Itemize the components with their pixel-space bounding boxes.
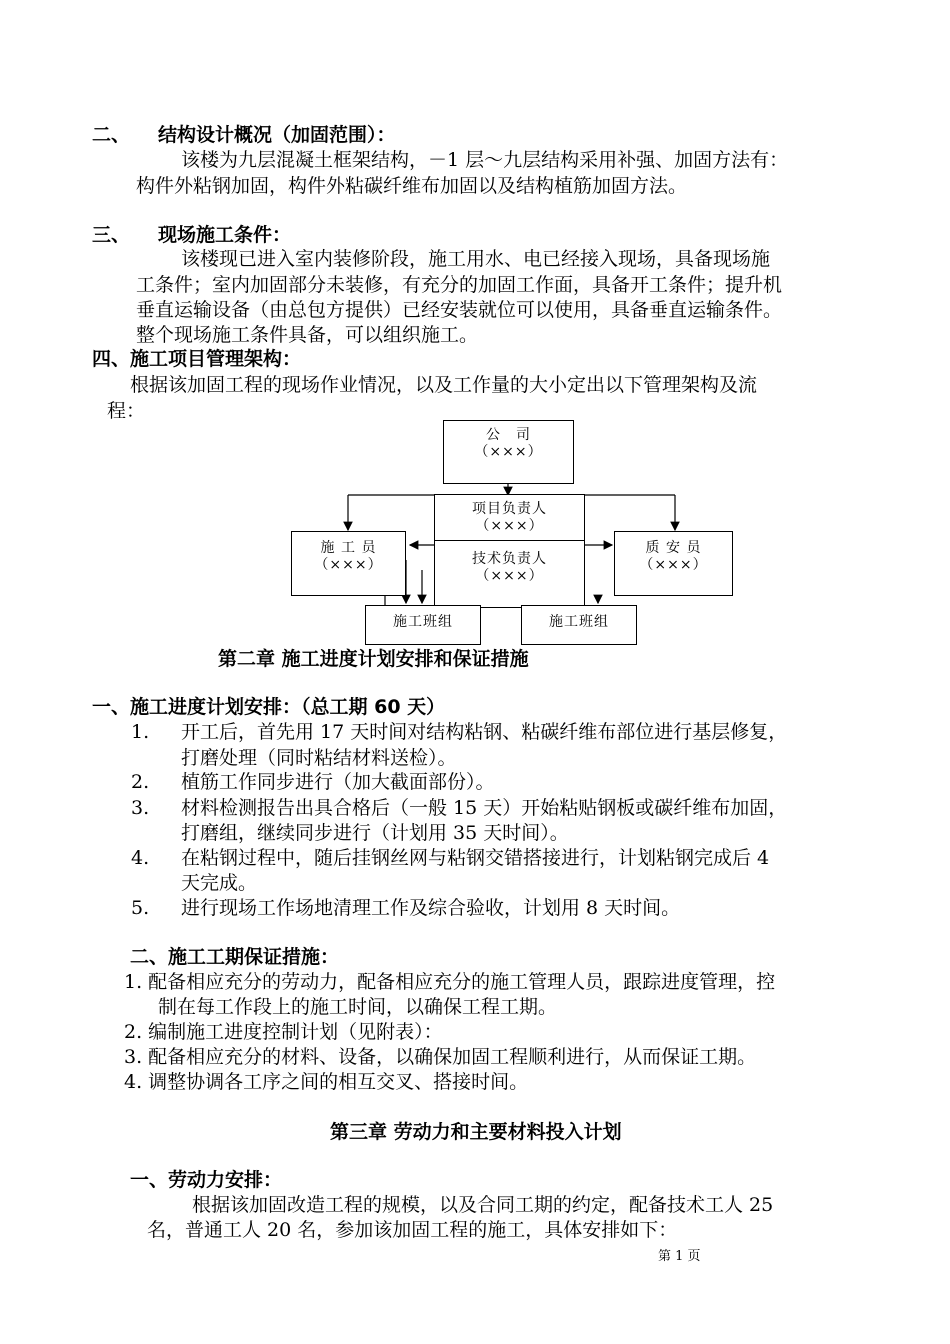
- section-4-paragraph-line-2: 程：: [107, 400, 146, 422]
- schedule-item-4-line-2: 天完成。: [181, 872, 258, 894]
- schedule-item-3-line-2: 打磨组，继续同步进行（计划用 35 天时间）。: [181, 822, 569, 844]
- section-2-number: 二、: [92, 124, 131, 146]
- schedule-item-2-number: 2.: [131, 771, 150, 793]
- qa-name: （×××）: [639, 557, 708, 573]
- tech-label: 技术负责人: [472, 551, 547, 567]
- section-2-paragraph-line-2: 构件外粘钢加固，构件外粘碳纤维布加固以及结构植筋加固方法。: [136, 175, 688, 197]
- pm-tech-box: [434, 494, 585, 608]
- company-box: [443, 420, 574, 484]
- pm-label: 项目负责人: [472, 501, 547, 517]
- qa-label: 质 安 员: [645, 540, 702, 556]
- pm-name: （×××）: [475, 518, 544, 534]
- section-4-paragraph-line-1: 根据该加固工程的现场作业情况，以及工作量的大小定出以下管理架构及流: [130, 374, 758, 396]
- team-1-label: 施工班组: [393, 614, 453, 630]
- schedule-item-1-line-1: 开工后，首先用 17 天时间对结构粘钢、粘碳纤维布部位进行基层修复，: [181, 721, 788, 743]
- page-number: 第 1 页: [658, 1249, 701, 1264]
- schedule-item-5-number: 5.: [131, 897, 150, 919]
- section-2-paragraph-line-1: 该楼为九层混凝土框架结构，－1 层～九层结构采用补强、加固方法有：: [181, 149, 789, 171]
- section-3-number: 三、: [92, 224, 131, 246]
- measure-1-line-1: 1. 配备相应充分的劳动力，配备相应充分的施工管理人员，跟踪进度管理，控: [124, 971, 776, 993]
- measure-1-line-2: 制在每工作段上的施工时间，以确保工程工期。: [158, 996, 558, 1018]
- schedule-item-3-number: 3.: [131, 797, 150, 819]
- chapter-3-title: 第三章 劳动力和主要材料投入计划: [330, 1121, 622, 1143]
- schedule-item-4-number: 4.: [131, 847, 150, 869]
- worker-name: （×××）: [314, 557, 383, 573]
- section-3-title: 现场施工条件：: [158, 224, 292, 246]
- team-1-box: [365, 605, 481, 645]
- section-3-line-2: 工条件；室内加固部分未装修，有充分的加固工作面，具备开工条件；提升机: [136, 274, 783, 296]
- schedule-item-3-line-1: 材料检测报告出具合格后（一般 15 天）开始粘贴钢板或碳纤维布加固，: [181, 797, 788, 819]
- company-name: （×××）: [474, 444, 543, 460]
- worker-label: 施 工 员: [320, 540, 377, 556]
- schedule-item-5-line-1: 进行现场工作场地清理工作及综合验收，计划用 8 天时间。: [181, 897, 681, 919]
- pm-tech-divider: [434, 540, 584, 541]
- worker-box: [291, 531, 406, 596]
- schedule-item-4-line-1: 在粘钢过程中，随后挂钢丝网与粘钢交错搭接进行，计划粘钢完成后 4: [181, 847, 770, 869]
- tech-name: （×××）: [475, 568, 544, 584]
- section-2-title: 结构设计概况（加固范围）：: [158, 124, 396, 146]
- qa-box: [614, 531, 733, 596]
- section-3-line-1: 该楼现已进入室内装修阶段，施工用水、电已经接入现场，具备现场施: [181, 248, 771, 270]
- schedule-item-1-line-2: 打磨处理（同时粘结材料送检）。: [181, 747, 457, 769]
- company-label: 公 司: [486, 427, 531, 443]
- team-2-label: 施工班组: [549, 614, 609, 630]
- chapter-2-subsection-2-title: 二、施工工期保证措施：: [130, 946, 340, 968]
- section-3-line-4: 整个现场施工条件具备，可以组织施工。: [136, 324, 479, 346]
- chapter-2-title: 第二章 施工进度计划安排和保证措施: [218, 648, 529, 670]
- schedule-item-1-number: 1.: [131, 721, 150, 743]
- chapter-3-subsection-1-title: 一、劳动力安排：: [130, 1169, 283, 1191]
- measure-2: 2. 编制施工进度控制计划（见附表）：: [124, 1021, 443, 1043]
- team-2-box: [521, 605, 637, 645]
- labor-paragraph-line-2: 名，普通工人 20 名，参加该加固工程的施工，具体安排如下：: [147, 1219, 678, 1241]
- measure-4: 4. 调整协调各工序之间的相互交叉、搭接时间。: [124, 1071, 529, 1093]
- section-4-title: 四、施工项目管理架构：: [92, 348, 302, 370]
- section-3-line-3: 垂直运输设备（由总包方提供）已经安装就位可以使用，具备垂直运输条件。: [136, 299, 783, 321]
- labor-paragraph-line-1: 根据该加固改造工程的规模，以及合同工期的约定，配备技术工人 25: [192, 1194, 774, 1216]
- schedule-item-2-line-1: 植筋工作同步进行（加大截面部份）。: [181, 771, 495, 793]
- chapter-2-subsection-1-title: 一、施工进度计划安排：（总工期 60 天）: [92, 696, 446, 718]
- measure-3: 3. 配备相应充分的材料、设备，以确保加固工程顺利进行，从而保证工期。: [124, 1046, 757, 1068]
